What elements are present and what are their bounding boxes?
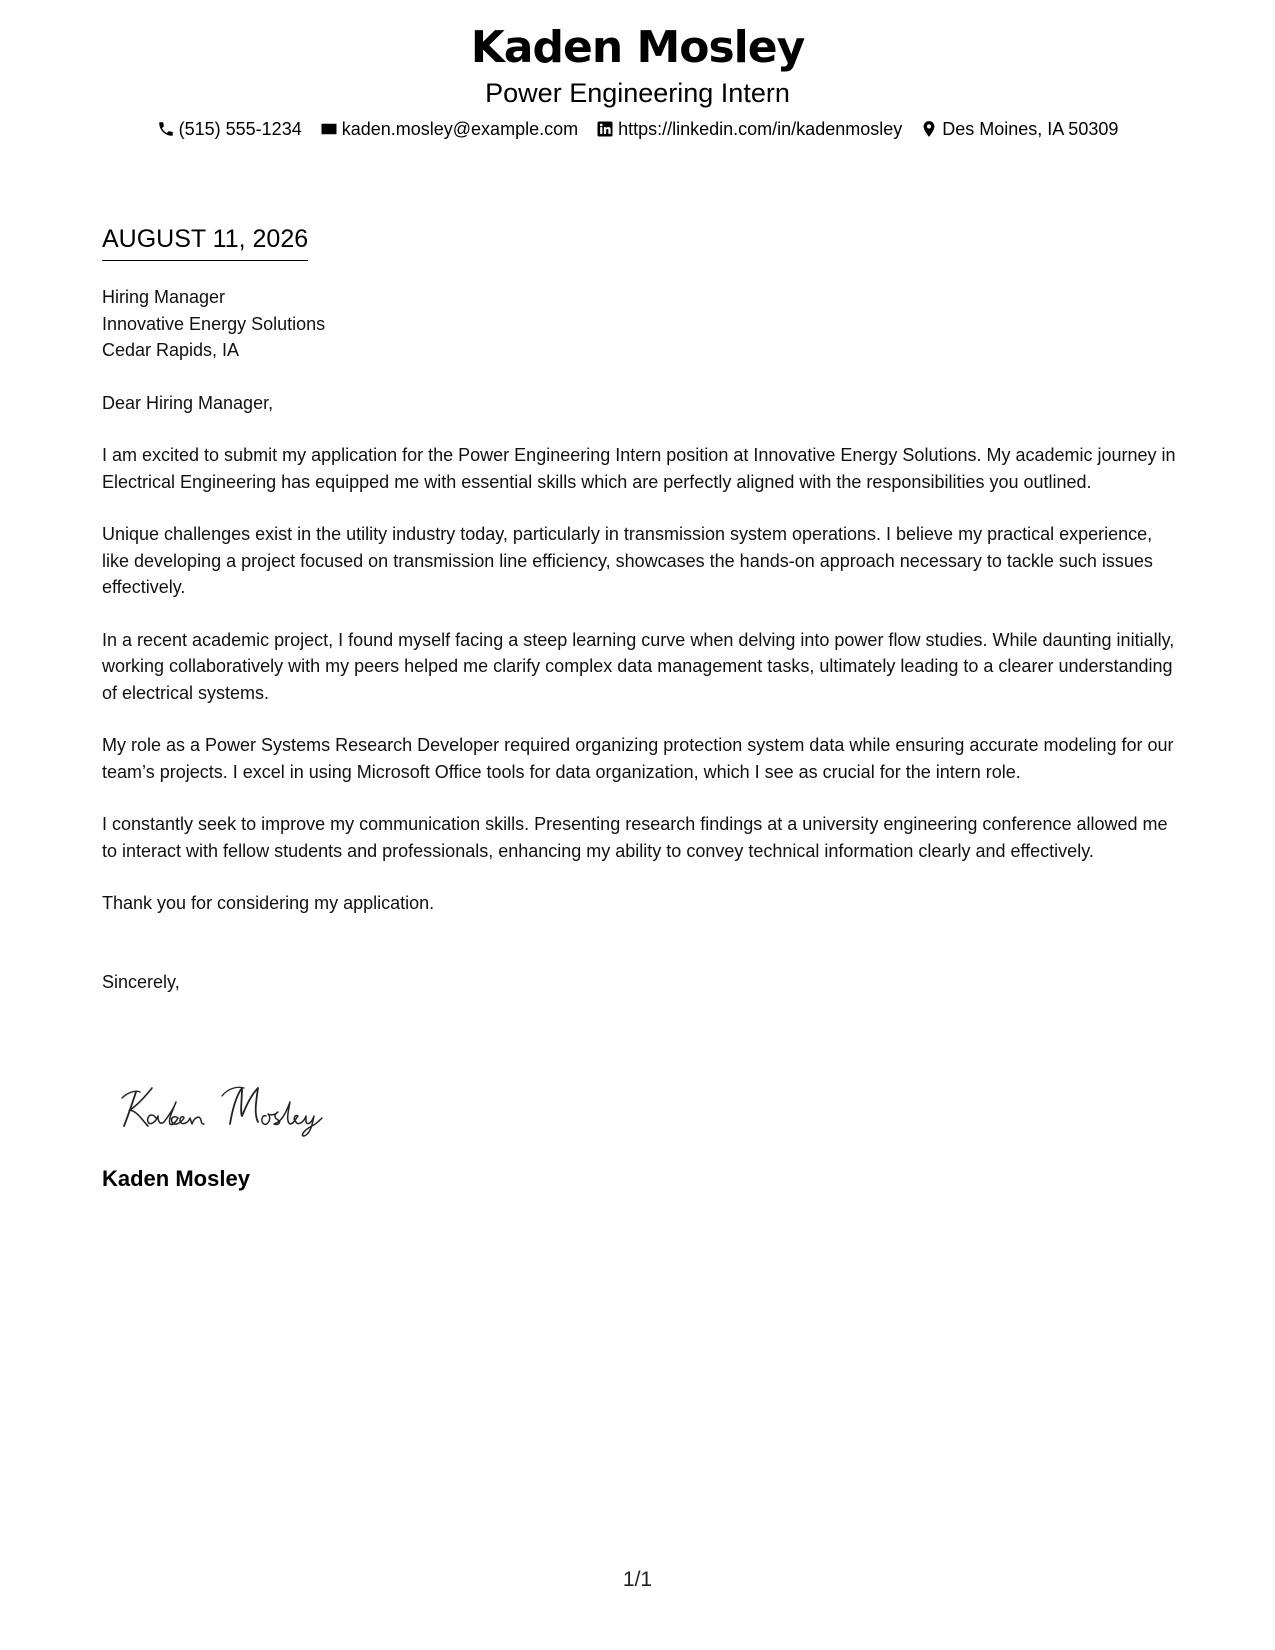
handwritten-signature [118, 1078, 358, 1138]
letter-header [0, 20, 1275, 142]
recipient-line: Innovative Energy Solutions [102, 313, 326, 334]
recipient-line: Cedar Rapids, IA [102, 340, 240, 360]
body-paragraph: In a recent academic project, I found myself facing a steep learning curve when delving into power flow studies. While daunting initially, working collaboratively with my peers helped me clarify complex data management tasks, ultimately leading to a clearer understanding of electrical systems. [102, 629, 1175, 703]
recipient-line: Hiring Manager [102, 287, 226, 307]
salutation: Dear Hiring Manager, [102, 392, 274, 413]
contact-bar [0, 116, 1275, 142]
thanks-line: Thank you for considering my application. [102, 893, 435, 913]
contact-linkedin[interactable] [596, 116, 902, 142]
contact-email[interactable] [320, 116, 578, 142]
linkedin-link[interactable]: https://linkedin.com/in/kadenmosley [618, 119, 903, 139]
body-paragraph: My role as a Power Systems Research Developer required organizing protection system data while ensuring accurate modeling for our team’s projects. I excel in using Microsoft Office tools for data organization, which I see as crucial for the intern role. [102, 735, 1174, 782]
closing-line: Sincerely, [102, 971, 180, 992]
phone-icon [157, 120, 175, 138]
letter-date: AUGUST 11, 2026 [102, 224, 308, 261]
letter-body [102, 284, 1182, 995]
recipient-block [102, 284, 1182, 364]
sender-name: Kaden Mosley [470, 22, 805, 73]
email-link[interactable]: kaden.mosley@example.com [341, 119, 579, 139]
map-pin-icon [920, 120, 938, 138]
page-indicator: 1/1 [622, 1568, 653, 1591]
phone-number: (515) 555-1234 [178, 119, 302, 139]
location-text: Des Moines, IA 50309 [942, 119, 1119, 139]
signer-name: Kaden Mosley [102, 1166, 250, 1191]
body-paragraph: I constantly seek to improve my communication skills. Presenting research findings at a university engineering conference allowed me to interact with fellow students and professionals, enhancing my ability to convey technical information clearly and effectively. [102, 814, 1168, 861]
body-paragraph: I am excited to submit my application for the Power Engineering Intern position at Innovative Energy Solutions. My academic journey in Electrical Engineering has equipped me with essential skills which are perfectly aligned with the responsibilities you outlined. [102, 445, 1176, 492]
envelope-icon [320, 120, 338, 138]
sender-title: Power Engineering Intern [485, 78, 790, 108]
linkedin-icon [596, 120, 614, 138]
contact-phone [157, 116, 302, 142]
body-paragraph: Unique challenges exist in the utility industry today, particularly in transmission system operations. I believe my practical experience, like developing a project focused on transmission line efficiency, showcases the hands-on approach necessary to tackle such issues effectively. [102, 524, 1153, 597]
contact-location [920, 116, 1118, 142]
date-block [102, 224, 308, 261]
